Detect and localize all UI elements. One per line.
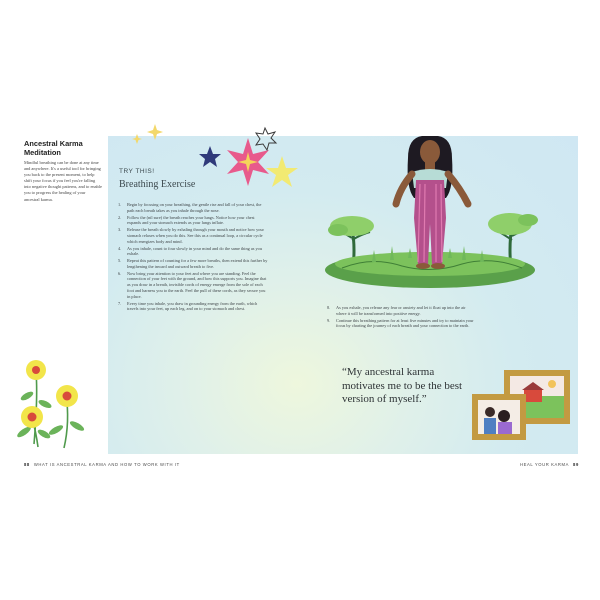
step-text: As you exhale, you release any fear or anxiety and let it float up into the air where it will be transformed into positive energy. <box>336 305 466 316</box>
running-head-right: HEAL YOUR KARMA <box>520 462 570 467</box>
footer-right <box>520 462 579 467</box>
star-outline-icon <box>256 128 276 150</box>
star-pink-icon <box>227 138 269 186</box>
flower-low-icon <box>21 406 43 428</box>
step-item <box>118 202 268 214</box>
step-text: As you inhale, count to four slowly in your mind and do the same thing as you exhale. <box>127 245 262 257</box>
running-head-left: WHAT IS ANCESTRAL KARMA AND HOW TO WORK WITH IT <box>33 462 180 467</box>
picture-frames-illustration <box>466 366 578 446</box>
step-number: 8. <box>327 305 331 310</box>
frame-front-icon <box>472 394 526 440</box>
step-number: 3. <box>118 227 122 233</box>
step-item <box>118 227 268 244</box>
step-item <box>118 271 268 300</box>
footer-left <box>24 462 180 467</box>
step-item <box>327 305 477 317</box>
step-text: Every time you inhale, you draw in grounding energy from the earth, which travels into your feet, up each leg, and on to your stomach and chest. <box>127 300 258 312</box>
step-text: Repeat this pattern of counting for a few more breaths, then extend this further by lengthening the inward and outward breath to five. <box>127 258 268 269</box>
step-item <box>118 258 268 270</box>
pull-quote: “My ancestral karma motivates me to be the best version of myself.” <box>342 366 463 405</box>
step-number: 4. <box>118 245 122 251</box>
sidebar-title: Ancestral Karma Meditation <box>24 139 83 157</box>
step-item <box>118 246 268 258</box>
step-number: 6. <box>118 270 122 276</box>
page-number-left: 88 <box>24 462 30 467</box>
step-item <box>327 318 477 330</box>
step-number: 1. <box>118 202 122 207</box>
step-text: Continue this breathing pattern for at least five minutes and try to maintain your focus by charting the journey of each breath and your connection to the earth. <box>336 317 474 329</box>
star-yellow-icon <box>266 156 298 187</box>
steps-list-right <box>327 305 477 330</box>
page-number-right: 89 <box>573 462 579 467</box>
try-this-label: TRY THIS! <box>119 168 155 175</box>
star-navy-icon <box>199 146 221 167</box>
step-number: 7. <box>118 300 122 306</box>
step-number: 2. <box>118 214 122 220</box>
step-text: Now bring your attention to your feet and where you are standing. Feel the connection of your feet with the ground, and how this supports you. Imagine that as you draw in a breath, invisible cords of energy emerge from the sole of each foot and harness you to the earth. Feel the pull of these cords, as they secure you in place. <box>127 270 267 299</box>
flowers-illustration <box>14 352 104 452</box>
exercise-title: Breathing Exercise <box>119 179 196 190</box>
step-item <box>118 301 268 313</box>
hill-icon <box>325 252 535 288</box>
sparkle-small-icon <box>132 124 163 144</box>
step-number: 9. <box>327 317 331 323</box>
woman-figure-icon <box>396 136 468 269</box>
flower-mid-icon <box>56 385 78 407</box>
step-item <box>118 215 268 227</box>
sparkles-illustration <box>120 122 320 202</box>
flower-top-icon <box>26 360 46 380</box>
steps-list-left <box>118 202 268 313</box>
woman-on-hill-illustration <box>312 128 552 288</box>
sidebar-body: Mindful breathing can be done at any time and anywhere. It's a useful tool for bringing you back to the present moment, to help shift your focus if you feel you're falling into negative thought patterns, and to enable you to progress the healing of your ancestral karma. <box>24 160 102 202</box>
step-number: 5. <box>118 258 122 264</box>
step-text: Begin by focusing on your breathing, the gentle rise and fall of your chest, the path each breath takes as you inhale through the nose. <box>127 202 262 213</box>
step-text: Release the breath slowly by exhaling through your mouth and notice how your stomach relaxes when you do this. See this as a continual loop, a circular cycle which energizes body and mind. <box>127 227 264 244</box>
step-text: Follow the (nil sure) the breath reaches your lungs. Notice how your chest expands and your stomach extends as your lungs inflate. <box>127 214 255 226</box>
